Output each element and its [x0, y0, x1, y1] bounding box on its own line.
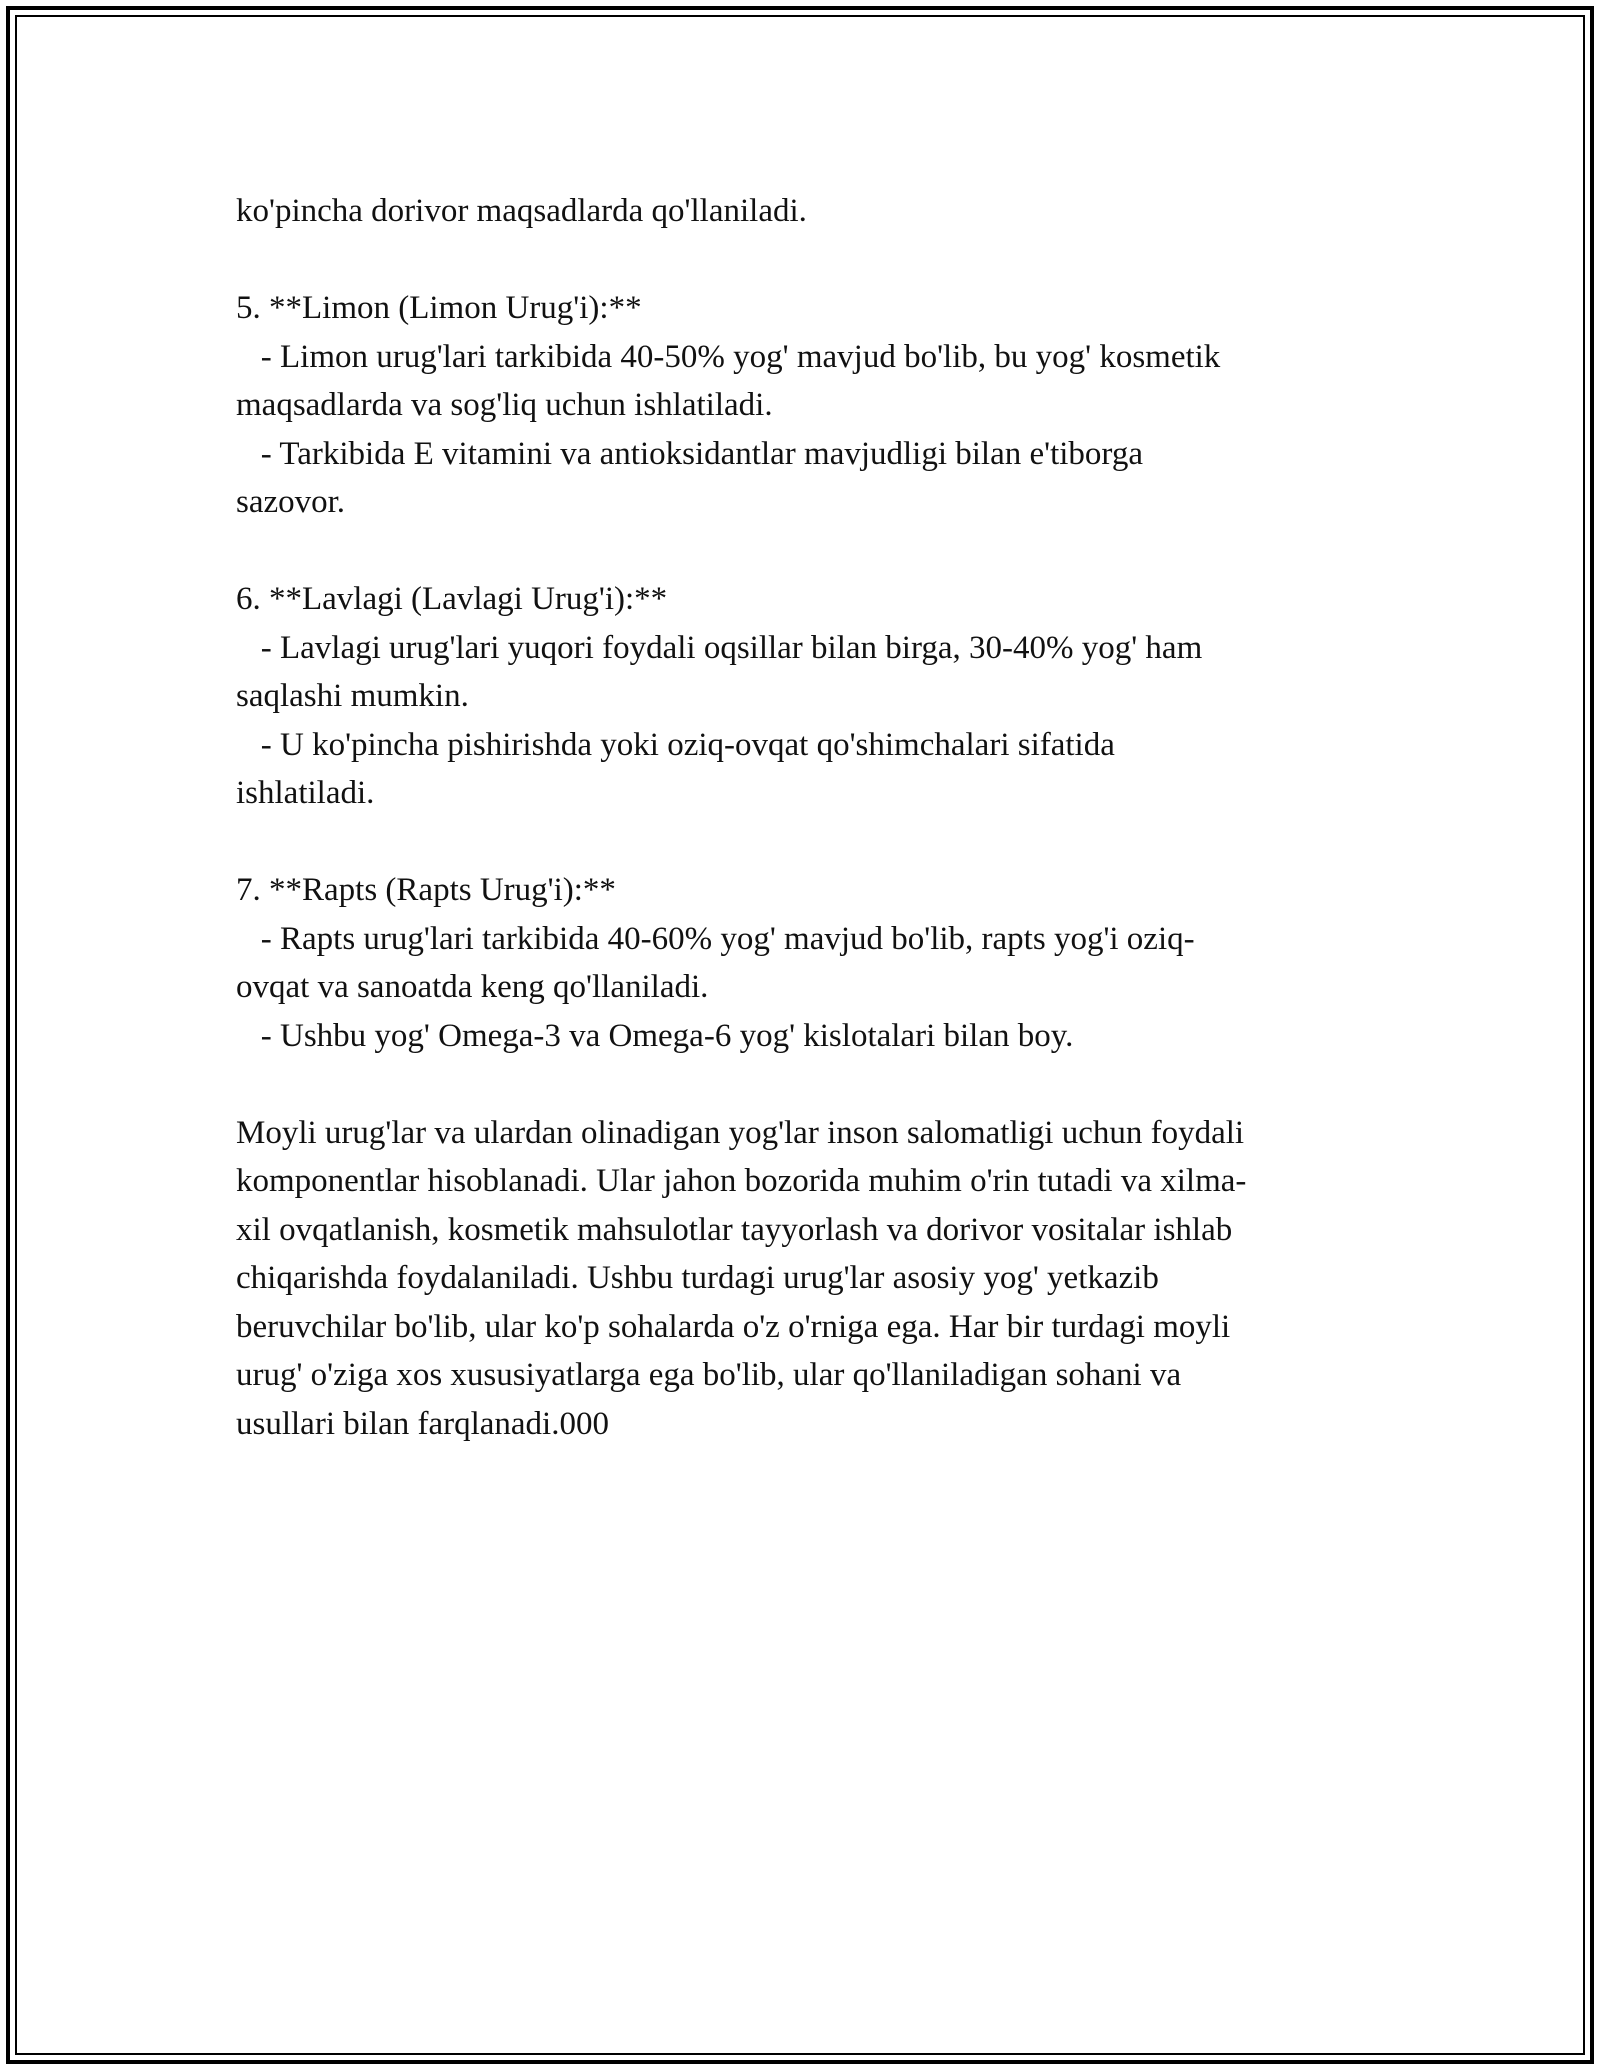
section-line: maqsadlarda va sog'liq uchun ishlatiladi. [236, 387, 773, 423]
section-line: saqlashi mumkin. [236, 678, 469, 714]
paragraph-gap [236, 527, 1376, 576]
section-heading: 5. **Limon (Limon Urug'i):** [236, 290, 642, 326]
section-heading: 6. **Lavlagi (Lavlagi Urug'i):** [236, 581, 668, 617]
paragraph-gap [236, 1060, 1376, 1109]
section-line: - Lavlagi urug'lari yuqori foydali oqsillar bilan birga, 30-40% yog' ham [236, 629, 1203, 666]
section-limon [236, 284, 1376, 527]
conclusion-line: komponentlar hisoblanadi. Ular jahon bozorida muhim o'rin tutadi va xilma- [236, 1163, 1247, 1199]
section-line: - Tarkibida E vitamini va antioksidantlar mavjudligi bilan e'tiborga [236, 435, 1143, 472]
conclusion-line: Moyli urug'lar va ulardan olinadigan yog'lar inson salomatligi uchun foydali [236, 1114, 1245, 1151]
conclusion-line: xil ovqatlanish, kosmetik mahsulotlar tayyorlash va dorivor vositalar ishlab [236, 1211, 1233, 1248]
section-rapts [236, 866, 1376, 1060]
section-line: - Rapts urug'lari tarkibida 40-60% yog' mavjud bo'lib, rapts yog'i oziq- [236, 920, 1195, 957]
section-line: ishlatiladi. [236, 775, 375, 811]
document-body [236, 187, 1376, 1448]
section-heading: 7. **Rapts (Rapts Urug'i):** [236, 872, 616, 908]
section-line: ovqat va sanoatda keng qo'llaniladi. [236, 969, 709, 1005]
section-lavlagi [236, 575, 1376, 818]
section-line: - Limon urug'lari tarkibida 40-50% yog' mavjud bo'lib, bu yog' kosmetik [236, 338, 1221, 375]
conclusion-line: beruvchilar bo'lib, ular ko'p sohalarda o'z o'rniga ega. Har bir turdagi moyli [236, 1308, 1231, 1345]
conclusion-line: usullari bilan farqlanadi.000 [236, 1405, 609, 1442]
conclusion-paragraph [236, 1109, 1376, 1449]
conclusion-line: urug' o'ziga xos xususiyatlarga ega bo'lib, ular qo'llaniladigan sohani va [236, 1357, 1182, 1393]
intro-line: ko'pincha dorivor maqsadlarda qo'llaniladi. [236, 193, 807, 229]
conclusion-line: chiqarishda foydalaniladi. Ushbu turdagi urug'lar asosiy yog' yetkazib [236, 1260, 1159, 1296]
paragraph-gap [236, 818, 1376, 867]
section-line: - U ko'pincha pishirishda yoki oziq-ovqat qo'shimchalari sifatida [236, 726, 1115, 763]
section-line: - Ushbu yog' Omega-3 va Omega-6 yog' kislotalari bilan boy. [236, 1017, 1074, 1054]
section-line: sazovor. [236, 484, 346, 520]
paragraph-gap [236, 236, 1376, 285]
